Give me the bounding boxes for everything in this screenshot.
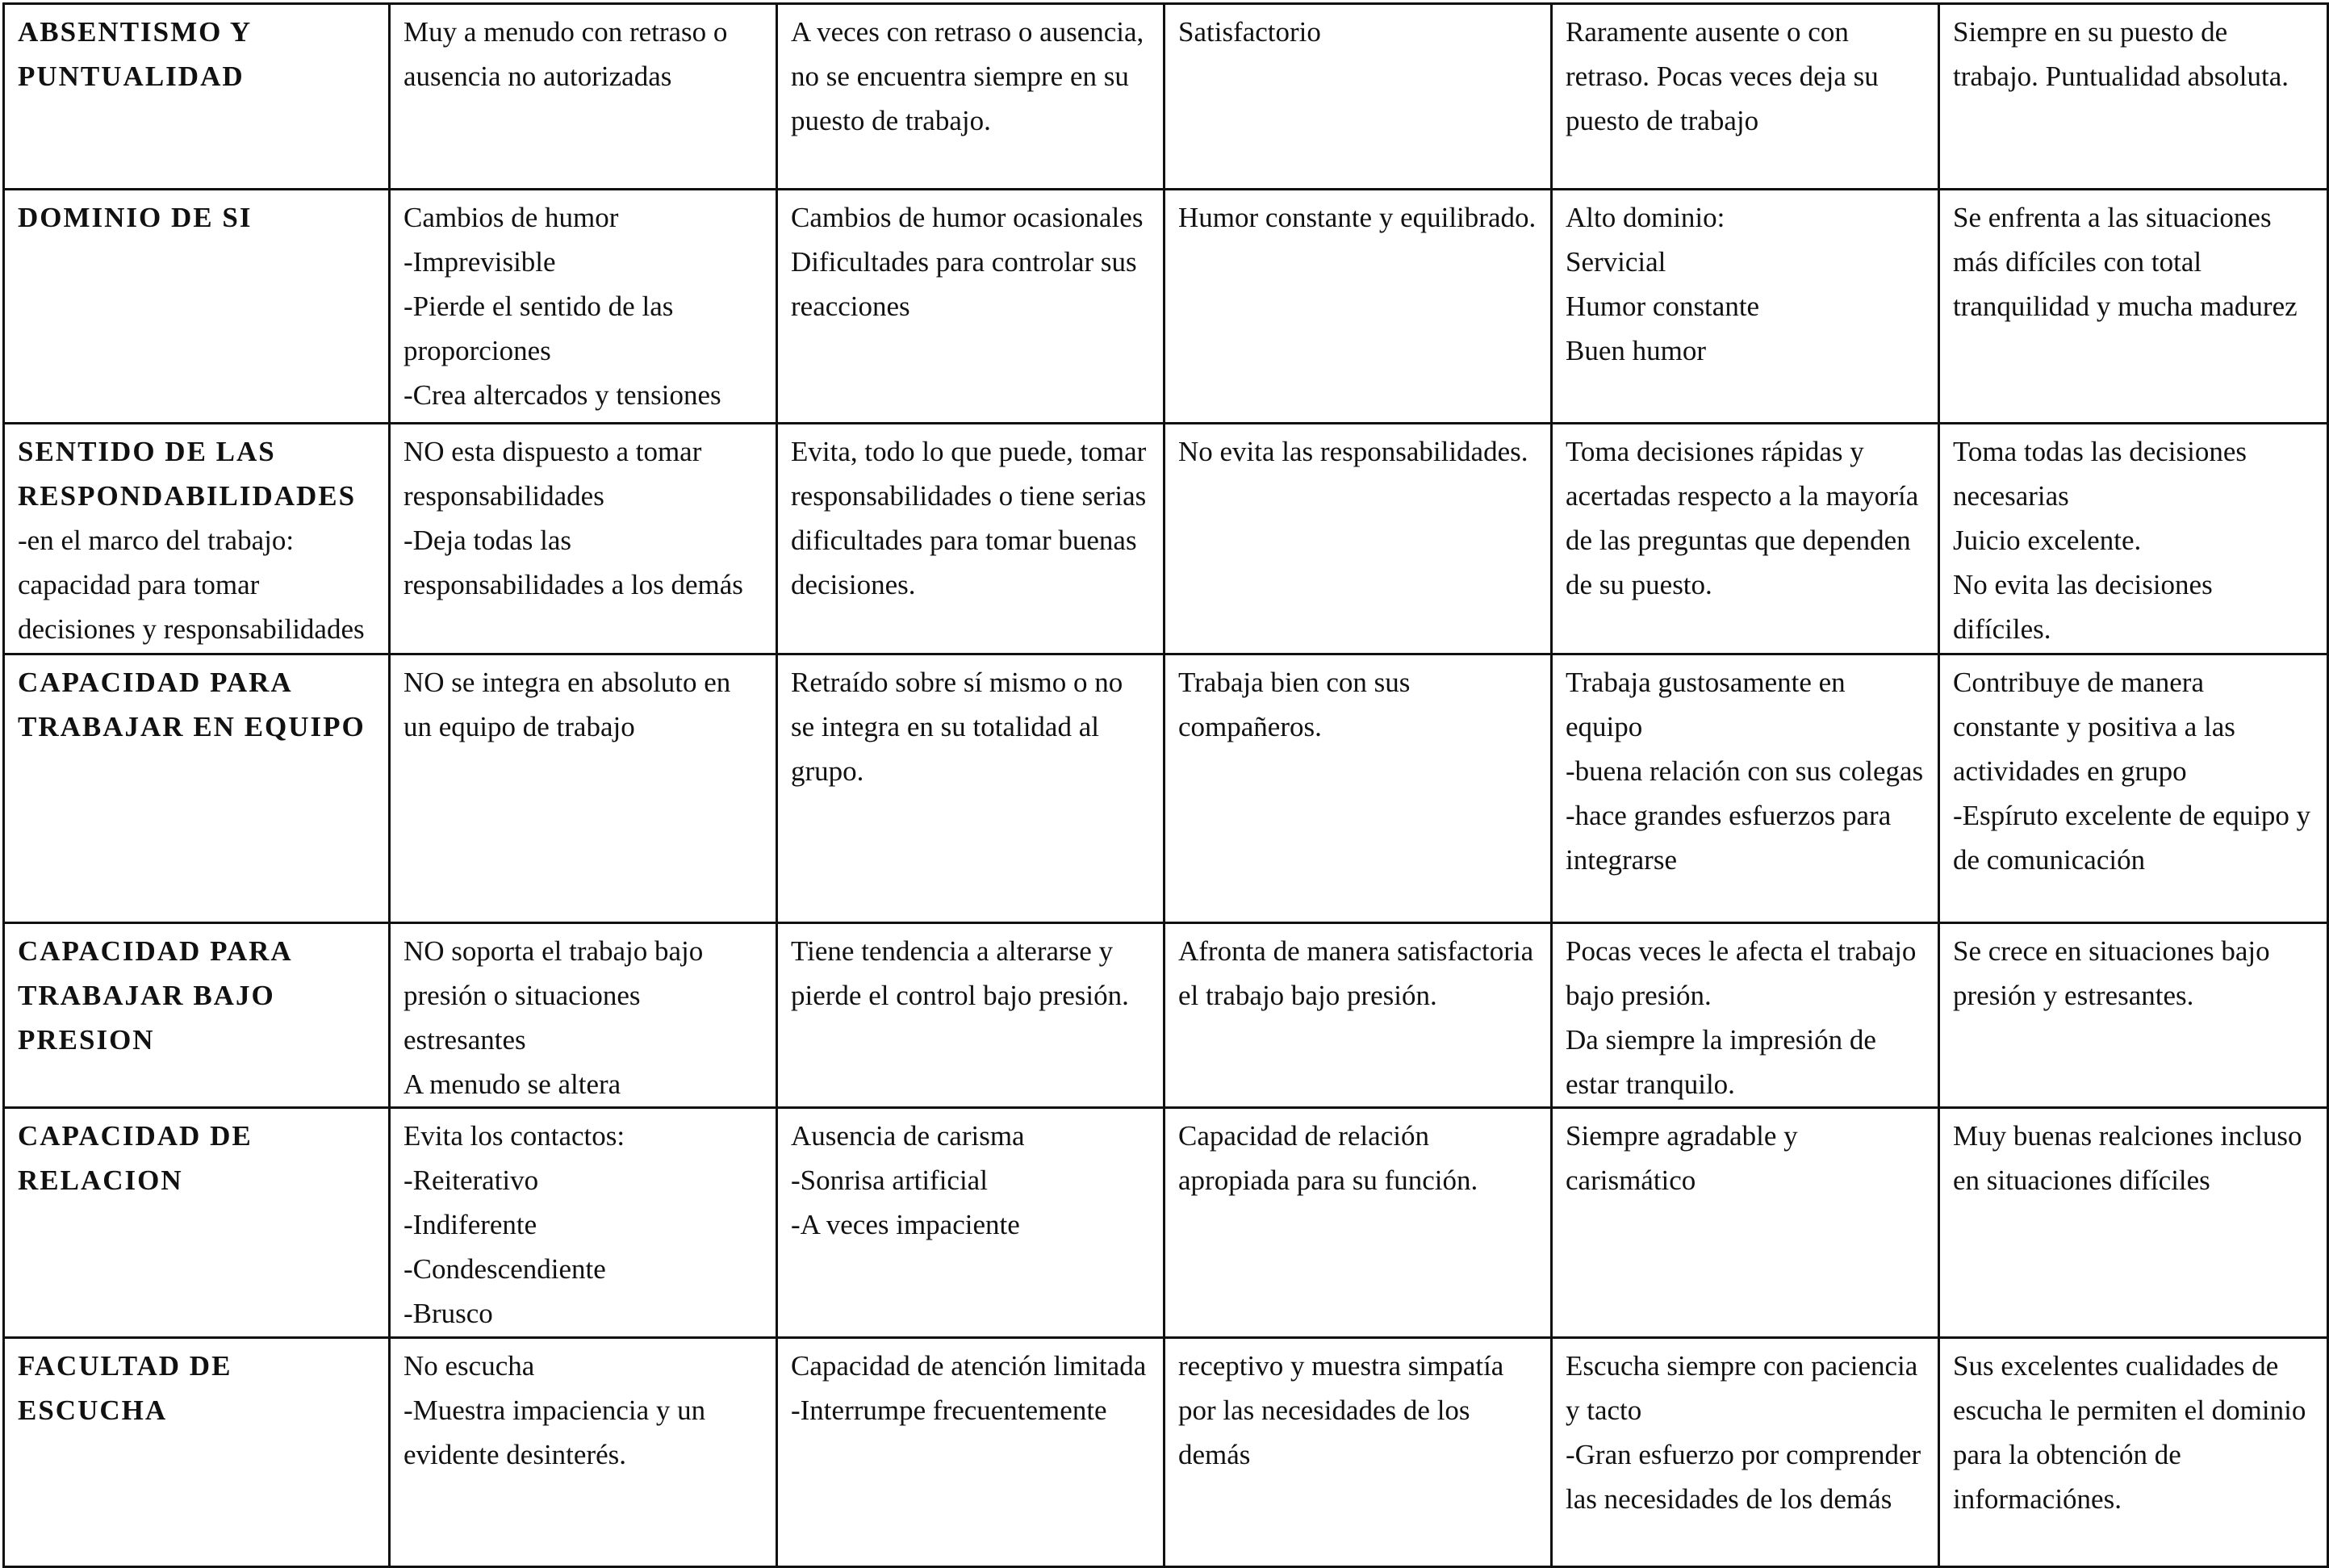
criterion-cell bbox=[4, 424, 390, 654]
level-cell-4 bbox=[1552, 1108, 1939, 1338]
criterion-cell bbox=[4, 1338, 390, 1567]
criterion-title: CAPACIDAD DE RELACION bbox=[18, 1120, 253, 1196]
level-cell-4 bbox=[1552, 424, 1939, 654]
criterion-title: CAPACIDAD PARA TRABAJAR EN EQUIPO bbox=[18, 667, 366, 742]
criterion-title: SENTIDO DE LAS RESPONDABILIDADES bbox=[18, 436, 357, 512]
level-text: Sus excelentes cualidades de escucha le permiten el dominio para la obtención de informaciónes. bbox=[1953, 1350, 2306, 1515]
level-cell-4 bbox=[1552, 1338, 1939, 1567]
level-cell-2 bbox=[777, 1338, 1164, 1567]
level-text: Toma todas las decisiones necesarias Juicio excelente. No evita las decisiones difíciles. bbox=[1953, 436, 2247, 645]
level-cell-2 bbox=[777, 654, 1164, 923]
level-cell-3 bbox=[1164, 1338, 1552, 1567]
level-text: Evita, todo lo que puede, tomar responsabilidades o tiene serias dificultades para tomar buenas decisiones. bbox=[791, 436, 1147, 600]
level-cell-4 bbox=[1552, 923, 1939, 1108]
level-cell-1 bbox=[390, 654, 777, 923]
level-cell-3 bbox=[1164, 1108, 1552, 1338]
level-cell-5 bbox=[1939, 190, 2328, 424]
level-text: Tiene tendencia a alterarse y pierde el control bajo presión. bbox=[791, 935, 1129, 1011]
level-text: Retraído sobre sí mismo o no se integra en su totalidad al grupo. bbox=[791, 667, 1123, 787]
level-text: receptivo y muestra simpatía por las necesidades de los demás bbox=[1178, 1350, 1504, 1470]
level-cell-4 bbox=[1552, 190, 1939, 424]
criterion-title: DOMINIO DE SI bbox=[18, 202, 253, 233]
level-text: Se enfrenta a las situaciones más difíciles con total tranquilidad y mucha madurez bbox=[1953, 202, 2298, 322]
level-cell-2 bbox=[777, 923, 1164, 1108]
table-row-escucha bbox=[4, 1338, 2328, 1567]
table-row-absentismo bbox=[4, 4, 2328, 190]
level-cell-5 bbox=[1939, 654, 2328, 923]
criterion-title: FACULTAD DE ESCUCHA bbox=[18, 1350, 232, 1426]
level-text: No evita las responsabilidades. bbox=[1178, 436, 1528, 467]
level-cell-1 bbox=[390, 4, 777, 190]
level-text: Siempre agradable y carismático bbox=[1566, 1120, 1798, 1196]
level-cell-5 bbox=[1939, 4, 2328, 190]
level-text: Escucha siempre con paciencia y tacto -Gran esfuerzo por comprender las necesidades de los demás bbox=[1566, 1350, 1921, 1515]
level-text: Trabaja gustosamente en equipo -buena relación con sus colegas -hace grandes esfuerzos para integrarse bbox=[1566, 667, 1924, 876]
level-cell-1 bbox=[390, 1338, 777, 1567]
level-text: Pocas veces le afecta el trabajo bajo presión. Da siempre la impresión de estar tranquilo. bbox=[1566, 935, 1917, 1100]
level-cell-3 bbox=[1164, 424, 1552, 654]
level-text: Satisfactorio bbox=[1178, 16, 1321, 48]
criterion-cell bbox=[4, 1108, 390, 1338]
level-cell-5 bbox=[1939, 1338, 2328, 1567]
level-cell-4 bbox=[1552, 4, 1939, 190]
level-cell-5 bbox=[1939, 1108, 2328, 1338]
level-cell-3 bbox=[1164, 923, 1552, 1108]
level-text: Cambios de humor ocasionales Dificultades para controlar sus reacciones bbox=[791, 202, 1144, 322]
level-text: Cambios de humor -Imprevisible -Pierde el sentido de las proporciones -Crea altercados y tensiones bbox=[403, 202, 721, 411]
level-cell-3 bbox=[1164, 4, 1552, 190]
level-text: Humor constante y equilibrado. bbox=[1178, 202, 1537, 233]
level-cell-2 bbox=[777, 424, 1164, 654]
level-cell-3 bbox=[1164, 654, 1552, 923]
criterion-cell bbox=[4, 190, 390, 424]
criterion-title: ABSENTISMO Y PUNTUALIDAD bbox=[18, 16, 253, 92]
level-text: Siempre en su puesto de trabajo. Puntualidad absoluta. bbox=[1953, 16, 2289, 92]
level-cell-4 bbox=[1552, 654, 1939, 923]
criterion-cell bbox=[4, 654, 390, 923]
evaluation-table bbox=[2, 2, 2329, 1568]
level-cell-2 bbox=[777, 190, 1164, 424]
criterion-cell bbox=[4, 4, 390, 190]
level-text: Alto dominio: Servicial Humor constante Buen humor bbox=[1566, 202, 1760, 366]
level-text: Trabaja bien con sus compañeros. bbox=[1178, 667, 1411, 742]
level-text: NO se integra en absoluto en un equipo de trabajo bbox=[403, 667, 731, 742]
level-cell-1 bbox=[390, 1108, 777, 1338]
level-text: Muy buenas realciones incluso en situaciones difíciles bbox=[1953, 1120, 2302, 1196]
level-text: No escucha -Muestra impaciencia y un evidente desinterés. bbox=[403, 1350, 706, 1470]
level-text: Toma decisiones rápidas y acertadas respecto a la mayoría de las preguntas que dependen de su puesto. bbox=[1566, 436, 1919, 600]
level-text: Afronta de manera satisfactoria el trabajo bajo presión. bbox=[1178, 935, 1534, 1011]
level-text: Capacidad de relación apropiada para su función. bbox=[1178, 1120, 1478, 1196]
level-text: Se crece en situaciones bajo presión y estresantes. bbox=[1953, 935, 2270, 1011]
level-cell-1 bbox=[390, 923, 777, 1108]
level-text: Muy a menudo con retraso o ausencia no autorizadas bbox=[403, 16, 728, 92]
level-text: NO soporta el trabajo bajo presión o situaciones estresantes A menudo se altera bbox=[403, 935, 704, 1100]
level-text: Raramente ausente o con retraso. Pocas veces deja su puesto de trabajo bbox=[1566, 16, 1879, 136]
level-text: Evita los contactos: -Reiterativo -Indiferente -Condescendiente -Brusco bbox=[403, 1120, 625, 1329]
level-cell-1 bbox=[390, 190, 777, 424]
table-row-responsabilidades bbox=[4, 424, 2328, 654]
table-row-presion bbox=[4, 923, 2328, 1108]
criterion-cell bbox=[4, 923, 390, 1108]
criterion-description: -en el marco del trabajo: capacidad para tomar decisiones y responsabilidades bbox=[18, 525, 365, 645]
level-cell-3 bbox=[1164, 190, 1552, 424]
level-text: Capacidad de atención limitada -Interrumpe frecuentemente bbox=[791, 1350, 1147, 1426]
level-cell-5 bbox=[1939, 424, 2328, 654]
level-cell-2 bbox=[777, 4, 1164, 190]
level-text: Contribuye de manera constante y positiva a las actividades en grupo -Espíruto excelente de equipo y de comunicación bbox=[1953, 667, 2311, 876]
level-cell-1 bbox=[390, 424, 777, 654]
level-text: Ausencia de carisma -Sonrisa artificial -A veces impaciente bbox=[791, 1120, 1025, 1240]
evaluation-table-body bbox=[4, 4, 2328, 1567]
table-row-equipo bbox=[4, 654, 2328, 923]
level-text: NO esta dispuesto a tomar responsabilidades -Deja todas las responsabilidades a los demás bbox=[403, 436, 743, 600]
table-row-dominio bbox=[4, 190, 2328, 424]
table-row-relacion bbox=[4, 1108, 2328, 1338]
criterion-title: CAPACIDAD PARA TRABAJAR BAJO PRESION bbox=[18, 935, 293, 1056]
level-cell-5 bbox=[1939, 923, 2328, 1108]
level-cell-2 bbox=[777, 1108, 1164, 1338]
level-text: A veces con retraso o ausencia, no se encuentra siempre en su puesto de trabajo. bbox=[791, 16, 1144, 136]
